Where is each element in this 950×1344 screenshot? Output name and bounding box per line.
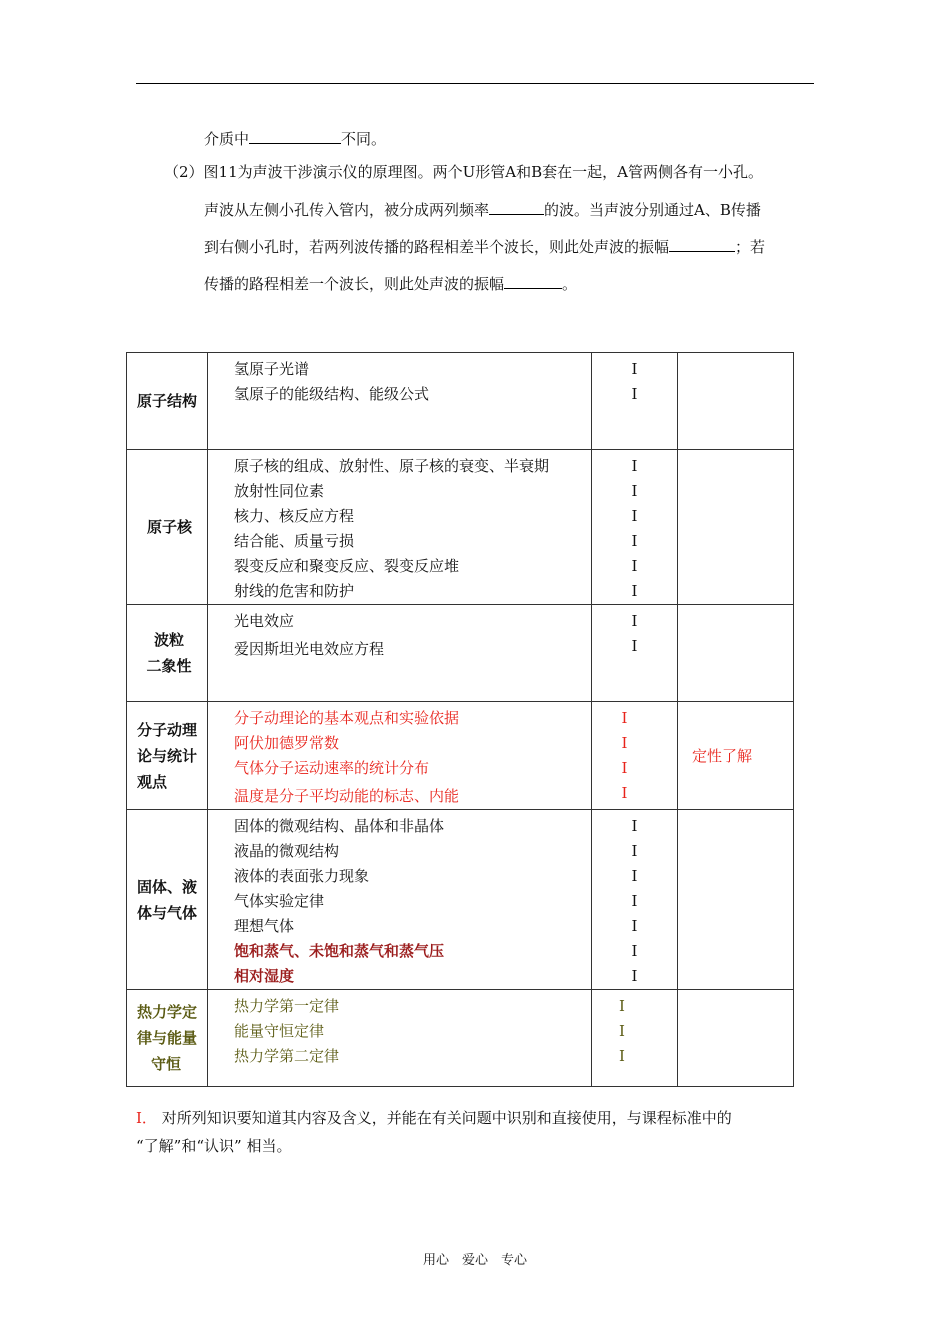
level: Ⅰ	[631, 942, 638, 960]
category-label: 原子结构	[137, 392, 198, 410]
category-label: 分子动理	[137, 720, 198, 739]
note: 定性了解	[692, 747, 753, 765]
item: 结合能、质量亏损	[234, 532, 355, 550]
items-cell	[208, 450, 592, 605]
question-line-2: （2）图11为声波干涉演示仪的原理图。两个U形管A和B套在一起，A管两侧各有一小孔。	[164, 163, 763, 181]
items-cell	[208, 605, 592, 702]
text: 到右侧小孔时，若两列波传播的路程相差半个波长，则此处声波的振幅	[204, 238, 670, 256]
item: 能量守恒定律	[234, 1022, 325, 1040]
items-cell	[208, 353, 592, 450]
question-line-5	[204, 273, 577, 294]
item: 液晶的微观结构	[234, 842, 340, 860]
level: Ⅰ	[631, 917, 638, 935]
category-label: 热力学定	[137, 1003, 198, 1021]
item: 放射性同位素	[234, 482, 325, 500]
note-cell	[678, 353, 794, 450]
item: 爱因斯坦光电效应方程	[234, 640, 385, 658]
category-label: 二象性	[146, 657, 192, 675]
knowledge-table	[126, 352, 794, 1087]
note-cell	[678, 990, 794, 1087]
levels-cell	[592, 605, 678, 702]
text: 传播的路程相差一个波长，则此处声波的振幅	[204, 275, 505, 293]
item: 阿伏加德罗常数	[234, 734, 340, 752]
answer-blank-2[interactable]	[489, 199, 544, 215]
category-label: 律与能量	[137, 1029, 198, 1047]
table-row	[127, 605, 794, 702]
text: 介质中	[204, 130, 250, 148]
note-cell	[678, 450, 794, 605]
levels-cell	[592, 702, 678, 810]
table-row	[127, 810, 794, 990]
levels-cell	[592, 990, 678, 1087]
item: 原子核的组成、放射性、原子核的衰变、半衰期	[234, 457, 550, 475]
footnote	[136, 1104, 816, 1160]
category-cell	[127, 990, 208, 1087]
level: Ⅰ	[631, 457, 638, 475]
answer-blank-3[interactable]	[669, 236, 735, 252]
items-cell	[208, 810, 592, 990]
level: Ⅰ	[631, 385, 638, 403]
item: 热力学第一定律	[234, 997, 340, 1015]
item: 核力、核反应方程	[234, 507, 355, 525]
level: Ⅰ	[631, 842, 638, 860]
category-cell	[127, 810, 208, 990]
text: 。	[562, 275, 578, 293]
level: Ⅰ	[631, 482, 638, 500]
footnote-text: 对所列知识要知道其内容及含义，并能在有关问题中识别和直接使用，与课程标准中的	[161, 1109, 732, 1127]
category-label: 波粒	[153, 631, 184, 649]
item: 固体的微观结构、晶体和非晶体	[234, 817, 445, 835]
item: 分子动理论的基本观点和实验依据	[234, 709, 460, 727]
footnote-text: “了解”和“认识” 相当。	[136, 1137, 292, 1155]
category-cell	[127, 450, 208, 605]
text: 声波从左侧小孔传入管内，被分成两列频率	[204, 201, 490, 219]
category-cell	[127, 605, 208, 702]
level: Ⅰ	[631, 532, 638, 550]
items-cell	[208, 990, 592, 1087]
item: 射线的危害和防护	[234, 582, 355, 600]
category-label: 原子核	[147, 518, 193, 536]
header-rule	[136, 83, 814, 84]
text: 的波。当声波分别通过A、B传播	[544, 201, 761, 219]
note-cell	[678, 810, 794, 990]
category-label: 论与统计	[137, 746, 198, 765]
level: Ⅰ	[631, 867, 638, 885]
text: 不同。	[341, 130, 387, 148]
answer-blank-1[interactable]	[249, 128, 341, 144]
item: 气体分子运动速率的统计分布	[234, 759, 430, 777]
level: Ⅰ	[631, 557, 638, 575]
levels-cell	[592, 450, 678, 605]
level: Ⅰ	[631, 612, 638, 630]
footnote-marker: Ⅰ．	[136, 1109, 157, 1127]
item: 气体实验定律	[234, 892, 325, 910]
question-line-3	[204, 199, 761, 220]
level: Ⅰ	[619, 1047, 625, 1065]
item: 氢原子的能级结构、能级公式	[234, 385, 430, 403]
level: Ⅰ	[621, 709, 628, 727]
levels-cell	[592, 353, 678, 450]
level: Ⅰ	[631, 637, 638, 655]
level: Ⅰ	[631, 817, 638, 835]
item: 液体的表面张力现象	[234, 867, 370, 885]
item: 光电效应	[234, 612, 295, 630]
item: 温度是分子平均动能的标志、内能	[234, 787, 460, 805]
level: Ⅰ	[631, 582, 638, 600]
table-row	[127, 450, 794, 605]
levels-cell	[592, 810, 678, 990]
item: 热力学第二定律	[234, 1047, 340, 1065]
item: 氢原子光谱	[234, 360, 310, 378]
page-footer: 用心 爱心 专心	[422, 1253, 527, 1268]
level: Ⅰ	[621, 784, 628, 802]
note-cell	[678, 605, 794, 702]
category-label: 观点	[137, 772, 168, 791]
answer-blank-4[interactable]	[504, 273, 562, 289]
item: 理想气体	[234, 917, 295, 935]
level: Ⅰ	[621, 734, 628, 752]
item: 饱和蒸气、未饱和蒸气和蒸气压	[234, 942, 445, 960]
text: ；若	[735, 238, 766, 256]
category-label: 体与气体	[137, 903, 198, 922]
item: 裂变反应和聚变反应、裂变反应堆	[234, 557, 460, 575]
category-cell	[127, 702, 208, 810]
category-cell	[127, 353, 208, 450]
table-row	[127, 353, 794, 450]
item: 相对湿度	[234, 967, 295, 985]
table-row	[127, 702, 794, 810]
level: Ⅰ	[631, 892, 638, 910]
level: Ⅰ	[619, 997, 625, 1015]
note-cell	[678, 702, 794, 810]
level: Ⅰ	[631, 967, 638, 985]
level: Ⅰ	[631, 507, 638, 525]
question-line-4	[204, 236, 765, 257]
question-line-1	[204, 128, 386, 149]
category-label: 守恒	[151, 1055, 182, 1073]
category-label: 固体、液	[137, 877, 198, 896]
level: Ⅰ	[631, 360, 638, 378]
table-row	[127, 990, 794, 1087]
items-cell	[208, 702, 592, 810]
level: Ⅰ	[619, 1022, 625, 1040]
level: Ⅰ	[621, 759, 628, 777]
